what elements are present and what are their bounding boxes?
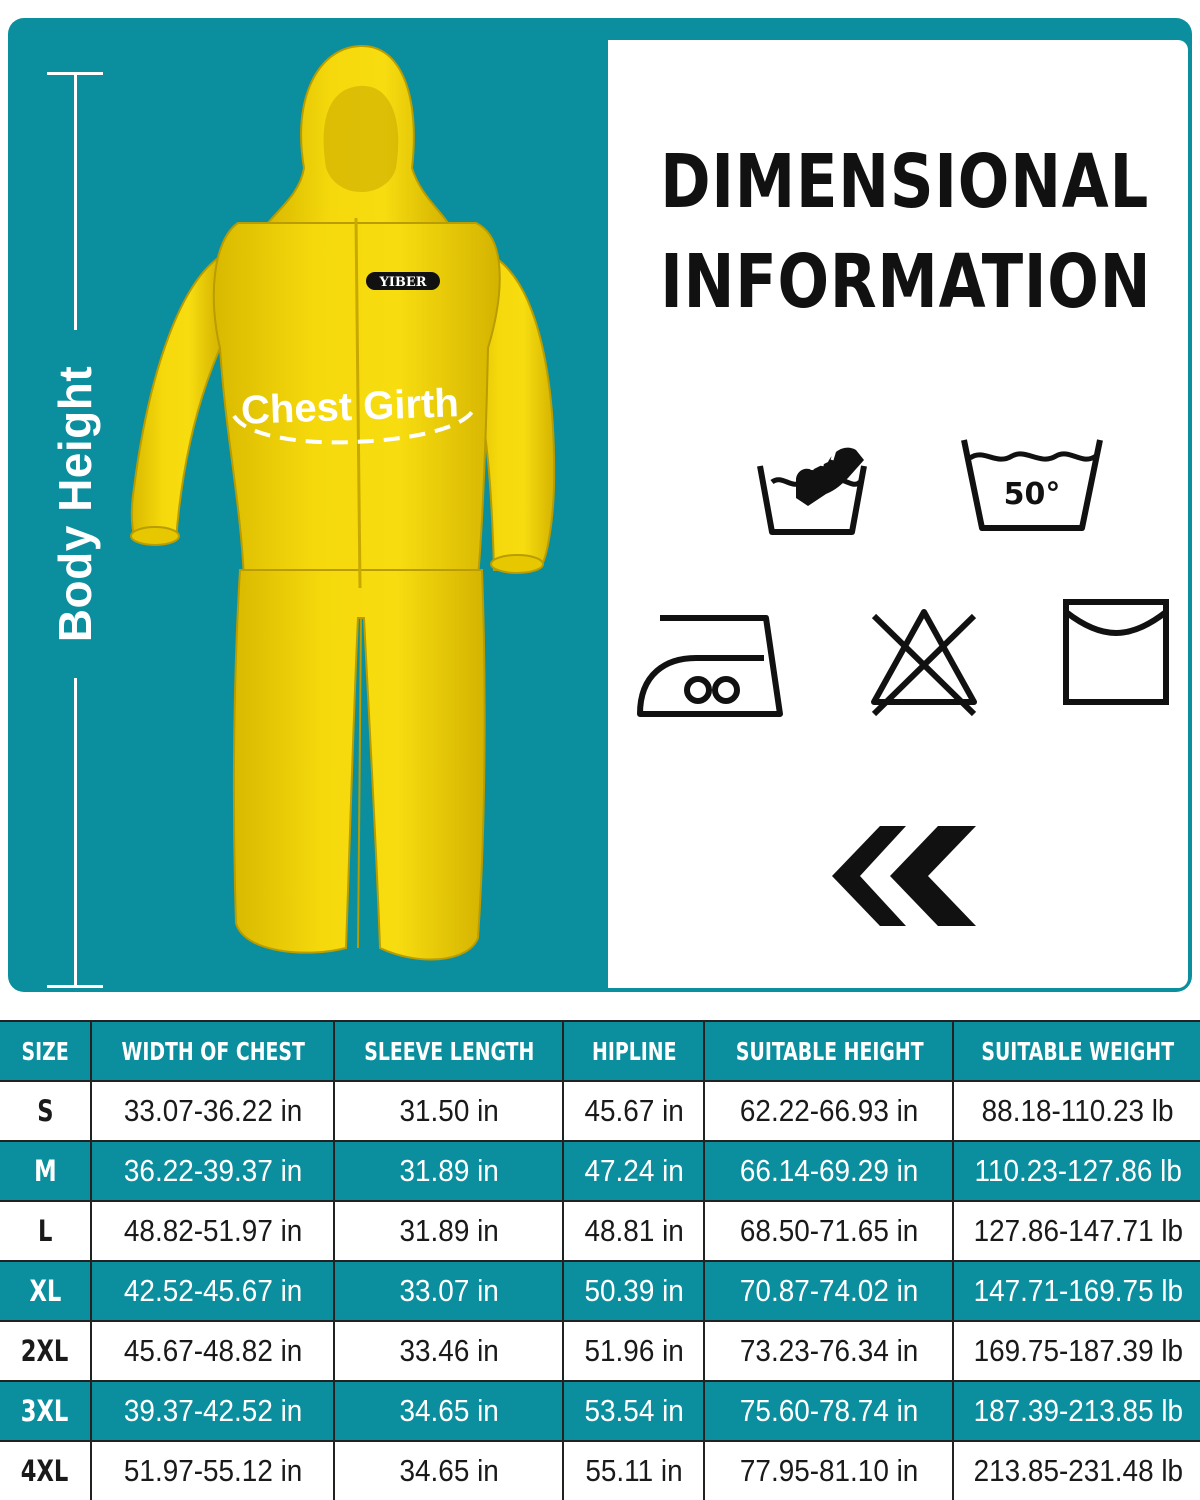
chest-cell: 39.37-42.52 in bbox=[90, 1382, 335, 1440]
brand-label: YIBER bbox=[379, 275, 427, 290]
table-row bbox=[0, 1440, 1200, 1500]
dimensional-info-title bbox=[660, 132, 1152, 332]
sleeve-cell: 31.89 in bbox=[333, 1202, 564, 1260]
hipline-cell: 50.39 in bbox=[562, 1262, 705, 1320]
weight-cell: 127.86-147.71 lb bbox=[952, 1202, 1200, 1260]
dimensional-info-panel bbox=[608, 40, 1188, 988]
table-row bbox=[0, 1080, 1200, 1140]
hipline-cell: 45.67 in bbox=[562, 1082, 705, 1140]
chest-cell: 33.07-36.22 in bbox=[90, 1082, 335, 1140]
table-row bbox=[0, 1320, 1200, 1380]
size-cell: XL bbox=[29, 1274, 61, 1308]
chest-cell: 36.22-39.37 in bbox=[90, 1142, 335, 1200]
table-row bbox=[0, 1260, 1200, 1320]
tumble-dry-icon bbox=[1062, 598, 1170, 706]
size-cell: 4XL bbox=[21, 1454, 69, 1488]
product-hero-panel bbox=[8, 18, 1192, 992]
hipline-cell: 55.11 in bbox=[562, 1442, 705, 1500]
hipline-cell: 51.96 in bbox=[562, 1322, 705, 1380]
double-chevron-left-icon bbox=[828, 820, 978, 932]
height-cell: 66.14-69.29 in bbox=[703, 1142, 954, 1200]
table-row bbox=[0, 1380, 1200, 1440]
wash-50-icon bbox=[960, 436, 1104, 532]
title-line-2: INFORMATION bbox=[660, 239, 1152, 325]
header-suitable-height: SUITABLE HEIGHT bbox=[703, 1022, 954, 1080]
size-chart-table bbox=[0, 1020, 1200, 1500]
sleeve-cell: 34.65 in bbox=[333, 1382, 564, 1440]
size-cell: S bbox=[36, 1094, 54, 1128]
wash-temperature-label: 50° bbox=[1003, 477, 1061, 512]
height-cell: 77.95-81.10 in bbox=[703, 1442, 954, 1500]
height-cell: 73.23-76.34 in bbox=[703, 1322, 954, 1380]
hipline-cell: 48.81 in bbox=[562, 1202, 705, 1260]
size-cell: L bbox=[37, 1214, 53, 1248]
header-suitable-weight: SUITABLE WEIGHT bbox=[952, 1022, 1200, 1080]
weight-cell: 169.75-187.39 lb bbox=[952, 1322, 1200, 1380]
weight-cell: 147.71-169.75 lb bbox=[952, 1262, 1200, 1320]
size-cell: M bbox=[33, 1154, 57, 1188]
do-not-bleach-icon bbox=[868, 606, 980, 718]
sleeve-cell: 33.46 in bbox=[333, 1322, 564, 1380]
size-cell: 3XL bbox=[21, 1394, 69, 1428]
sleeve-cell: 31.50 in bbox=[333, 1082, 564, 1140]
hipline-cell: 47.24 in bbox=[562, 1142, 705, 1200]
weight-cell: 88.18-110.23 lb bbox=[952, 1082, 1200, 1140]
weight-cell: 213.85-231.48 lb bbox=[952, 1442, 1200, 1500]
chest-cell: 48.82-51.97 in bbox=[90, 1202, 335, 1260]
sleeve-cell: 31.89 in bbox=[333, 1142, 564, 1200]
size-cell: 2XL bbox=[21, 1334, 69, 1368]
body-height-label: Body Height bbox=[49, 365, 101, 643]
hand-wash-icon bbox=[756, 420, 868, 536]
header-sleeve-length: SLEEVE LENGTH bbox=[333, 1022, 564, 1080]
weight-cell: 110.23-127.86 lb bbox=[952, 1142, 1200, 1200]
hipline-cell: 53.54 in bbox=[562, 1382, 705, 1440]
chest-cell: 51.97-55.12 in bbox=[90, 1442, 335, 1500]
table-row bbox=[0, 1140, 1200, 1200]
chest-girth-label: Chest Girth bbox=[240, 381, 460, 433]
table-header-row bbox=[0, 1020, 1200, 1080]
header-width-of-chest: WIDTH OF CHEST bbox=[90, 1022, 335, 1080]
height-cell: 70.87-74.02 in bbox=[703, 1262, 954, 1320]
height-cell: 68.50-71.65 in bbox=[703, 1202, 954, 1260]
title-line-1: DIMENSIONAL bbox=[660, 139, 1150, 225]
iron-medium-icon bbox=[636, 612, 784, 720]
chest-cell: 45.67-48.82 in bbox=[90, 1322, 335, 1380]
table-row bbox=[0, 1200, 1200, 1260]
sleeve-cell: 33.07 in bbox=[333, 1262, 564, 1320]
sleeve-cell: 34.65 in bbox=[333, 1442, 564, 1500]
height-cell: 62.22-66.93 in bbox=[703, 1082, 954, 1140]
header-size: SIZE bbox=[21, 1036, 69, 1066]
height-cell: 75.60-78.74 in bbox=[703, 1382, 954, 1440]
header-hipline: HIPLINE bbox=[562, 1022, 705, 1080]
yellow-coverall-image bbox=[8, 18, 608, 992]
weight-cell: 187.39-213.85 lb bbox=[952, 1382, 1200, 1440]
chest-cell: 42.52-45.67 in bbox=[90, 1262, 335, 1320]
